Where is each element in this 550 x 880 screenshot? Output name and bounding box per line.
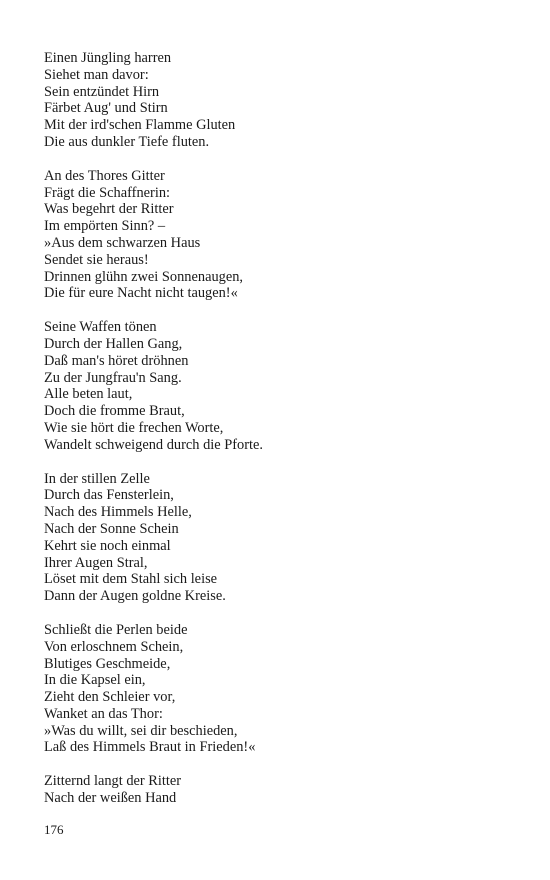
verse-line: Die aus dunkler Tiefe fluten.: [44, 133, 210, 150]
page-number: 176: [44, 822, 64, 837]
verse-line: Doch die fromme Braut,: [44, 403, 185, 420]
verse-line: Wanket an das Thor:: [44, 705, 163, 722]
verse-line: Zitternd langt der Ritter: [44, 773, 182, 790]
verse-line: Was begehrt der Ritter: [44, 201, 174, 218]
verse-line: Blutiges Geschmeide,: [44, 655, 171, 672]
verse-line: Sendet sie heraus!: [44, 251, 149, 268]
verse-line: Wandelt schweigend durch die Pforte.: [44, 436, 264, 453]
verse-line: Schließt die Perlen beide: [44, 621, 188, 638]
verse-line: Wie sie hört die frechen Worte,: [44, 419, 224, 436]
verse-line: In die Kapsel ein,: [44, 672, 146, 689]
verse-line: Seine Waffen tönen: [44, 319, 157, 336]
verse-line: An des Thores Gitter: [44, 167, 165, 184]
verse-line: Durch der Hallen Gang,: [44, 335, 183, 352]
verse-line: Nach der Sonne Schein: [44, 520, 179, 537]
verse-line: Zu der Jungfrau'n Sang.: [44, 369, 182, 386]
verse-line: Daß man's höret dröhnen: [44, 352, 189, 369]
stanza: [44, 471, 524, 605]
verse-line: Im empörten Sinn? –: [44, 218, 166, 235]
verse-line: Siehet man davor:: [44, 66, 149, 83]
verse-line: Löset mit dem Stahl sich leise: [44, 571, 218, 588]
verse-line: Ihrer Augen Stral,: [44, 554, 148, 571]
verse-line: Einen Jüngling harren: [44, 50, 172, 66]
verse-line: Nach des Himmels Helle,: [44, 504, 192, 521]
verse-line: Alle beten laut,: [44, 386, 133, 403]
stanza: [44, 50, 524, 151]
verse-line: Sein entzündet Hirn: [44, 83, 160, 100]
verse-line: Die für eure Nacht nicht taugen!«: [44, 285, 238, 302]
verse-line: Nach der weißen Hand: [44, 790, 177, 807]
verse-line: »Was du willt, sei dir beschieden,: [44, 722, 238, 739]
verse-line: In der stillen Zelle: [44, 470, 150, 487]
verse-line: Laß des Himmels Braut in Frieden!«: [44, 739, 256, 756]
stanza: [44, 773, 524, 807]
verse-line: Kehrt sie noch einmal: [44, 537, 171, 554]
verse-line: Durch das Fensterlein,: [44, 487, 174, 504]
poem-text: [44, 50, 524, 824]
verse-line: Zieht den Schleier vor,: [44, 689, 176, 706]
stanza: [44, 168, 524, 302]
verse-line: »Aus dem schwarzen Haus: [44, 234, 201, 251]
verse-line: Frägt die Schaffnerin:: [44, 184, 171, 201]
verse-line: Drinnen glühn zwei Sonnenaugen,: [44, 268, 244, 285]
verse-line: Färbet Aug' und Stirn: [44, 100, 168, 117]
verse-line: Von erloschnem Schein,: [44, 638, 184, 655]
verse-line: Dann der Augen goldne Kreise.: [44, 588, 226, 605]
stanza: [44, 319, 524, 453]
stanza: [44, 622, 524, 756]
verse-line: Mit der ird'schen Flamme Gluten: [44, 117, 236, 134]
